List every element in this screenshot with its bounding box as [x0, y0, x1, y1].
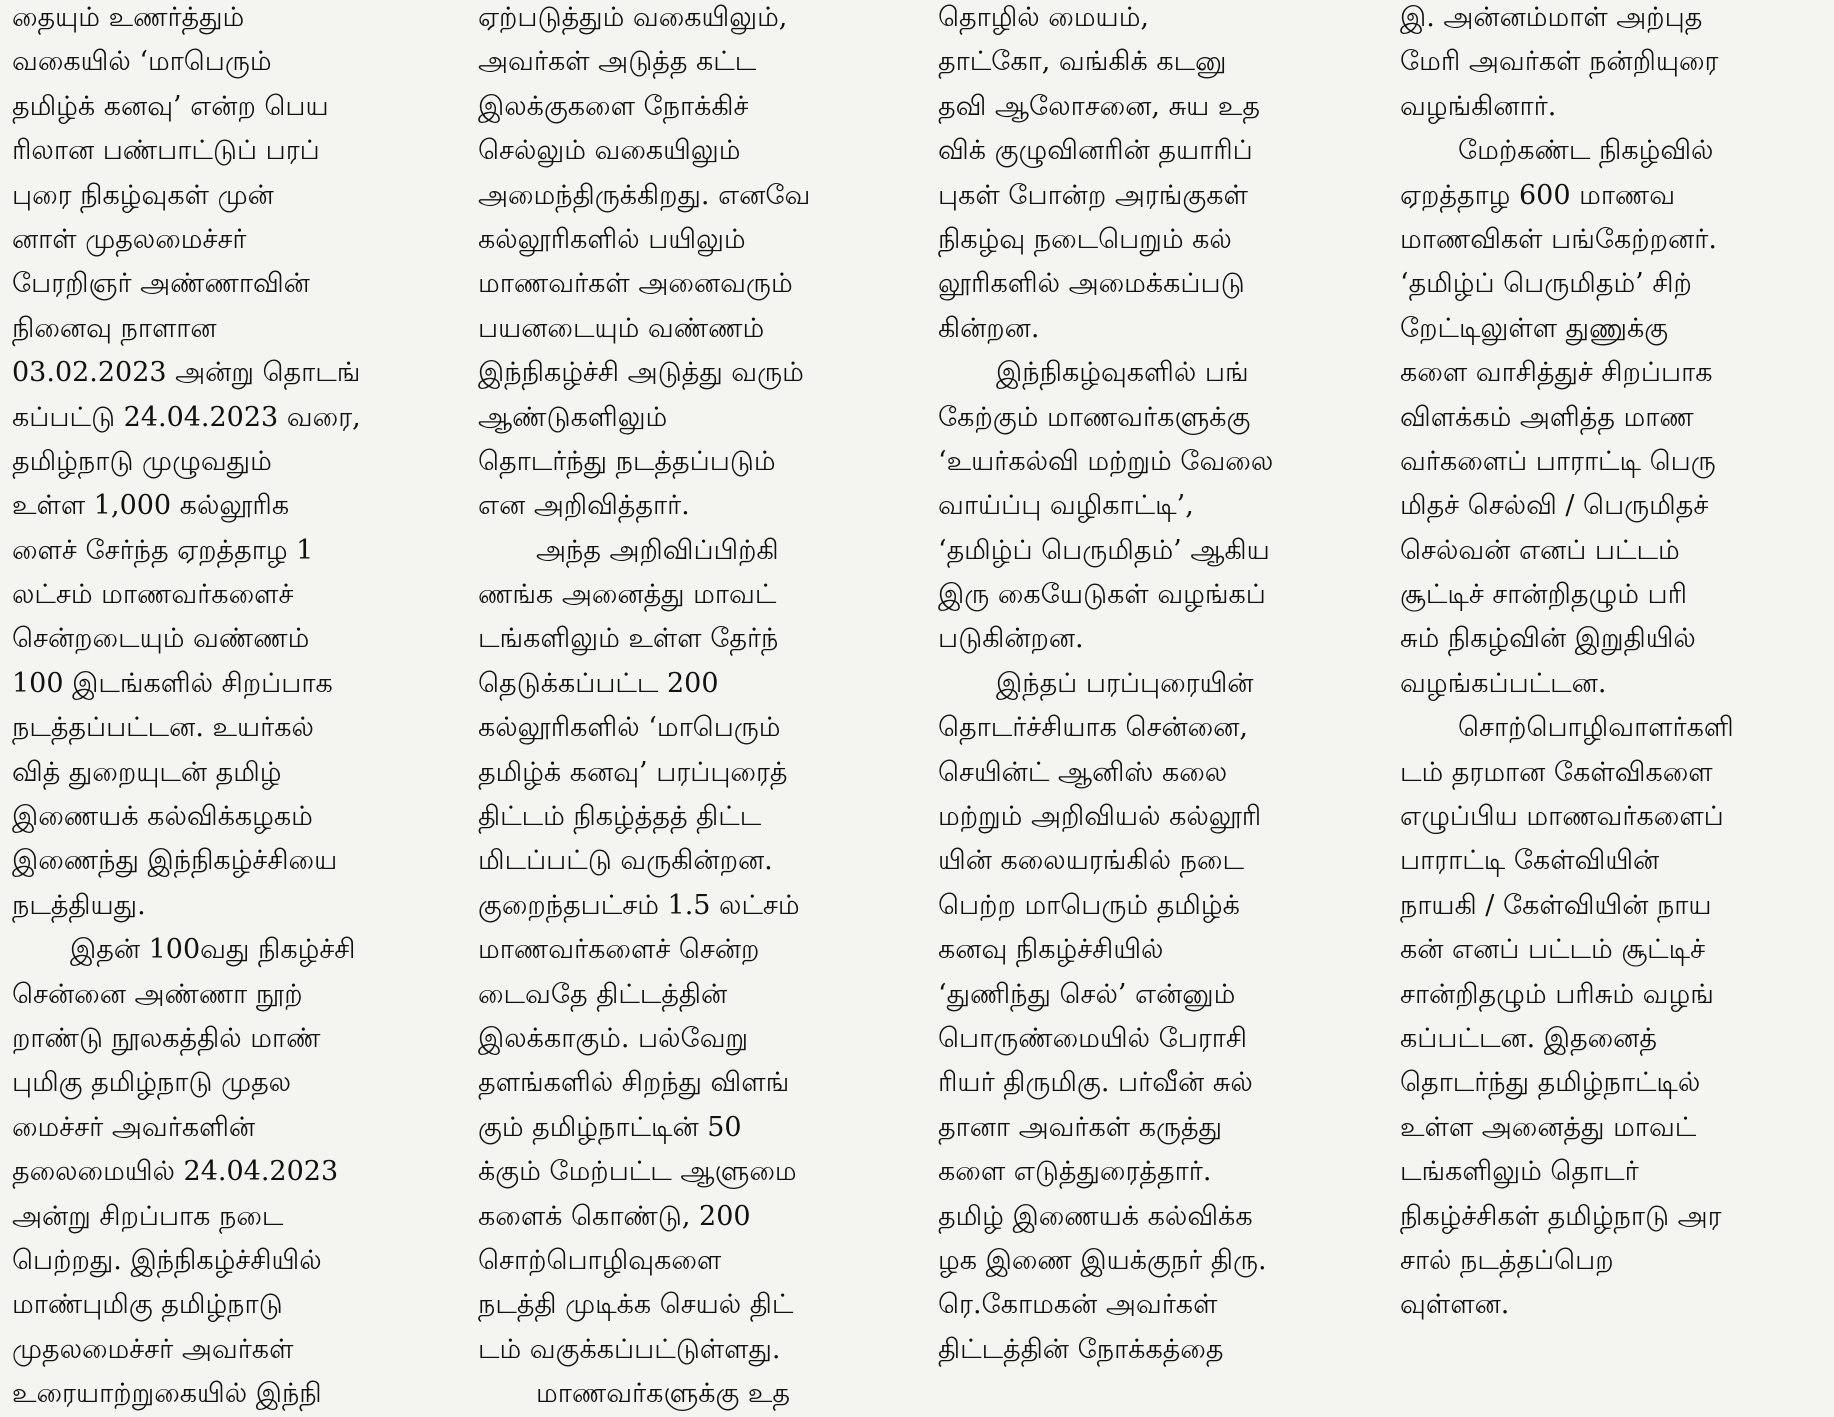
text-line: லூரிகளில் அமைக்கப்படு — [938, 268, 1245, 300]
text-line: செல்லும் வகையிலும் — [478, 135, 741, 167]
text-line: அன்று சிறப்பாக நடை — [12, 1200, 284, 1232]
text-line: விளக்கம் அளித்த மாண — [1400, 401, 1694, 433]
text-line: வர்களைப் பாராட்டி பெரு — [1400, 445, 1716, 477]
text-line: தொழில் மையம், — [938, 2, 1150, 33]
text-line: கனவு நிகழ்ச்சியில் — [938, 934, 1164, 966]
text-line: புகள் போன்ற அரங்குகள் — [938, 179, 1248, 211]
text-line: விக் குழுவினரின் தயாரிப் — [938, 135, 1253, 167]
text-line: இணைந்து இந்நிகழ்ச்சியை — [12, 845, 338, 877]
text-line: ரெ.கோமகன் அவர்கள் — [938, 1289, 1218, 1321]
text-line: உள்ள 1,000 கல்லூரிக — [12, 490, 290, 522]
text-line: களை வாசித்துச் சிறப்பாக — [1400, 357, 1713, 389]
text-line: பெற்றது. இந்நிகழ்ச்சியில் — [12, 1244, 322, 1276]
text-line: ஆண்டுகளிலும் — [478, 401, 668, 433]
text-line: தாட்கோ, வங்கிக் கடனு — [938, 46, 1227, 78]
text-line: கும் தமிழ்நாட்டின் 50 — [478, 1111, 742, 1143]
text-line: பெற்ற மாபெரும் தமிழ்க் — [938, 889, 1240, 921]
text-line: ‘தமிழ்ப் பெருமிதம்’ சிற் — [1400, 268, 1692, 300]
text-line: கப்பட்டு 24.04.2023 வரை, — [12, 401, 361, 433]
text-line: வழங்கப்பட்டன. — [1400, 667, 1607, 699]
text-line: தானா அவர்கள் கருத்து — [938, 1111, 1223, 1143]
text-line: பயனடையும் வண்ணம் — [478, 312, 765, 344]
text-line: டைவதே திட்டத்தின் — [478, 978, 728, 1010]
column-1 — [12, 0, 450, 1410]
text-line: மாணவர்களுக்கு உத — [536, 1378, 791, 1410]
text-line: எழுப்பிய மாணவர்களைப் — [1400, 801, 1724, 833]
text-line: ரிலான பண்பாட்டுப் பரப் — [12, 135, 320, 167]
text-line: சென்றடையும் வண்ணம் — [12, 623, 310, 655]
text-line: சால் நடத்தப்பெற — [1400, 1244, 1614, 1276]
text-line: சென்னை அண்ணா நூற் — [12, 978, 303, 1010]
text-line: மாணவிகள் பங்கேற்றனர். — [1400, 223, 1717, 255]
text-line: ழக இணை இயக்குநர் திரு. — [938, 1244, 1267, 1276]
text-line: தெடுக்கப்பட்ட 200 — [478, 667, 719, 699]
text-line: திட்டம் நிகழ்த்தத் திட்ட — [478, 801, 762, 833]
text-line: தமிழ்க் கனவு’ என்ற பெய — [12, 90, 329, 122]
text-line: நாயகி / கேள்வியின் நாய — [1400, 889, 1712, 921]
text-line: பொருண்மையில் பேராசி — [938, 1022, 1248, 1054]
text-line: செல்வன் எனப் பட்டம் — [1400, 534, 1680, 566]
text-line: வழங்கினார். — [1400, 90, 1557, 122]
text-line: கப்பட்டன. இதனைத் — [1400, 1022, 1657, 1054]
text-line: ஏறத்தாழ 600 மாணவ — [1400, 179, 1676, 211]
text-line: யின் கலையரங்கில் நடை — [938, 845, 1244, 877]
text-line: மாண்புமிகு தமிழ்நாடு — [12, 1289, 283, 1321]
text-line: சூட்டிச் சான்றிதழும் பரி — [1400, 579, 1688, 611]
text-line: நிகழ்வு நடைபெறும் கல் — [938, 223, 1232, 255]
text-line: தவி ஆலோசனை, சுய உத — [938, 90, 1260, 122]
text-line: இரு கையேடுகள் வழங்கப் — [938, 579, 1266, 611]
text-line: றாண்டு நூலகத்தில் மாண் — [12, 1022, 321, 1054]
text-line: களைக் கொண்டு, 200 — [478, 1200, 751, 1232]
text-line: தமிழ் இணையக் கல்விக்க — [938, 1200, 1253, 1232]
text-line: அவர்கள் அடுத்த கட்ட — [478, 46, 757, 78]
text-line: டம் வகுக்கப்பட்டுள்ளது. — [478, 1333, 781, 1365]
text-line: பேரறிஞர் அண்ணாவின் — [12, 268, 310, 300]
text-line: மிதச் செல்வி / பெருமிதச் — [1400, 490, 1709, 522]
text-line: தொடர்ந்து தமிழ்நாட்டில் — [1400, 1067, 1701, 1099]
text-line: கின்றன. — [938, 312, 1040, 344]
text-line: சும் நிகழ்வின் இறுதியில் — [1400, 623, 1696, 655]
text-line: மற்றும் அறிவியல் கல்லூரி — [938, 801, 1262, 833]
text-line: தலைமையில் 24.04.2023 — [12, 1156, 339, 1188]
text-line: செயின்ட் ஆனிஸ் கலை — [938, 756, 1228, 788]
text-line: ‘உயர்கல்வி மற்றும் வேலை — [938, 445, 1274, 477]
text-line: என அறிவித்தார். — [478, 490, 690, 522]
column-3 — [938, 0, 1376, 1382]
text-line: சொற்பொழிவுகளை — [478, 1244, 722, 1276]
text-line: மேரி அவர்கள் நன்றியுரை — [1400, 46, 1719, 78]
text-line: லட்சம் மாணவர்களைச் — [12, 579, 294, 611]
text-line: னாள் முதலமைச்சர் — [12, 223, 247, 255]
text-line: இணையக் கல்விக்கழகம் — [12, 801, 313, 833]
text-line: அந்த அறிவிப்பிற்கி — [536, 534, 779, 566]
text-line: உரையாற்றுகையில் இந்நி — [12, 1378, 322, 1410]
text-line: படுகின்றன. — [938, 623, 1084, 655]
text-line: இந்தப் பரப்புரையின் — [996, 667, 1254, 699]
text-line: டம் தரமான கேள்விகளை — [1400, 756, 1713, 788]
text-line: களை எடுத்துரைத்தார். — [938, 1156, 1212, 1188]
text-line: டங்களிலும் தொடர் — [1400, 1156, 1639, 1188]
text-line: மாணவர்களைச் சென்ற — [478, 934, 760, 966]
text-line: புரை நிகழ்வுகள் முன் — [12, 179, 274, 211]
text-line: டங்களிலும் உள்ள தேர்ந் — [478, 623, 779, 655]
text-line: மிடப்பட்டு வருகின்றன. — [478, 845, 773, 877]
text-line: 100 இடங்களில் சிறப்பாக — [12, 667, 333, 699]
text-line: திட்டத்தின் நோக்கத்தை — [938, 1333, 1224, 1365]
text-line: நிகழ்ச்சிகள் தமிழ்நாடு அர — [1400, 1200, 1722, 1232]
text-line: புமிகு தமிழ்நாடு முதல — [12, 1067, 292, 1099]
text-line: தமிழ்நாடு முழுவதும் — [12, 445, 272, 477]
text-line: தொடர்ந்து நடத்தப்படும் — [478, 445, 776, 477]
text-line: நடத்தி முடிக்க செயல் திட் — [478, 1289, 794, 1321]
text-line: இலக்காகும். பல்வேறு — [478, 1022, 749, 1054]
text-line: வகையில் ‘மாபெரும் — [12, 46, 272, 78]
text-line: க்கும் மேற்பட்ட ஆளுமை — [478, 1156, 797, 1188]
text-line: அமைந்திருக்கிறது. எனவே — [478, 179, 811, 211]
text-line: சொற்பொழிவாளர்களி — [1458, 712, 1734, 744]
text-line: நடத்தப்பட்டன. உயர்கல் — [12, 712, 314, 744]
text-line: கேற்கும் மாணவர்களுக்கு — [938, 401, 1251, 433]
text-line: ‘துணிந்து செல்’ என்னும் — [938, 978, 1236, 1010]
text-line: இலக்குகளை நோக்கிச் — [478, 90, 749, 122]
text-line: இதன் 100வது நிகழ்ச்சி — [70, 934, 356, 966]
text-line: சான்றிதழும் பரிசும் வழங் — [1400, 978, 1714, 1010]
text-line: றேட்டிலுள்ள துணுக்கு — [1400, 312, 1669, 344]
column-4 — [1400, 0, 1832, 1382]
text-line: நினைவு நாளான — [12, 312, 217, 344]
text-line: இந்நிகழ்ச்சி அடுத்து வரும் — [478, 357, 804, 389]
text-line: வுள்ளன. — [1400, 1289, 1510, 1321]
text-line: இ. அன்னம்மாள் அற்புத — [1400, 2, 1703, 33]
text-line: 03.02.2023 அன்று தொடங் — [12, 357, 361, 389]
text-line: மாணவர்கள் அனைவரும் — [478, 268, 793, 300]
text-line: உள்ள அனைத்து மாவட் — [1400, 1111, 1697, 1143]
text-line: முதலமைச்சர் அவர்கள் — [12, 1333, 294, 1365]
text-line: தொடர்ச்சியாக சென்னை, — [938, 712, 1248, 744]
text-line: இந்நிகழ்வுகளில் பங் — [996, 357, 1249, 389]
text-line: தமிழ்க் கனவு’ பரப்புரைத் — [478, 756, 788, 788]
text-line: மேற்கண்ட நிகழ்வில் — [1458, 135, 1714, 167]
text-line: தையும் உணர்த்தும் — [12, 2, 245, 33]
text-line: கல்லூரிகளில் பயிலும் — [478, 223, 746, 255]
text-line: குறைந்தபட்சம் 1.5 லட்சம் — [478, 889, 800, 921]
text-line: வித் துறையுடன் தமிழ் — [12, 756, 282, 788]
text-line: ளைச் சேர்ந்த ஏறத்தாழ 1 — [12, 534, 314, 566]
text-line: கல்லூரிகளில் ‘மாபெரும் — [478, 712, 781, 744]
text-line: நடத்தியது. — [12, 889, 146, 921]
text-line: ணங்க அனைத்து மாவட் — [478, 579, 777, 611]
text-line: வாய்ப்பு வழிகாட்டி’, — [938, 490, 1194, 522]
text-line: ரியர் திருமிகு. பர்வீன் சுல் — [938, 1067, 1253, 1099]
text-line: தளங்களில் சிறந்து விளங் — [478, 1067, 790, 1099]
text-line: பாராட்டி கேள்வியின் — [1400, 845, 1660, 877]
text-line: மைச்சர் அவர்களின் — [12, 1111, 256, 1143]
text-line: ஏற்படுத்தும் வகையிலும், — [478, 2, 788, 33]
text-line: ‘தமிழ்ப் பெருமிதம்’ ஆகிய — [938, 534, 1270, 566]
column-2 — [478, 0, 916, 1410]
text-line: கன் எனப் பட்டம் சூட்டிச் — [1400, 934, 1706, 966]
